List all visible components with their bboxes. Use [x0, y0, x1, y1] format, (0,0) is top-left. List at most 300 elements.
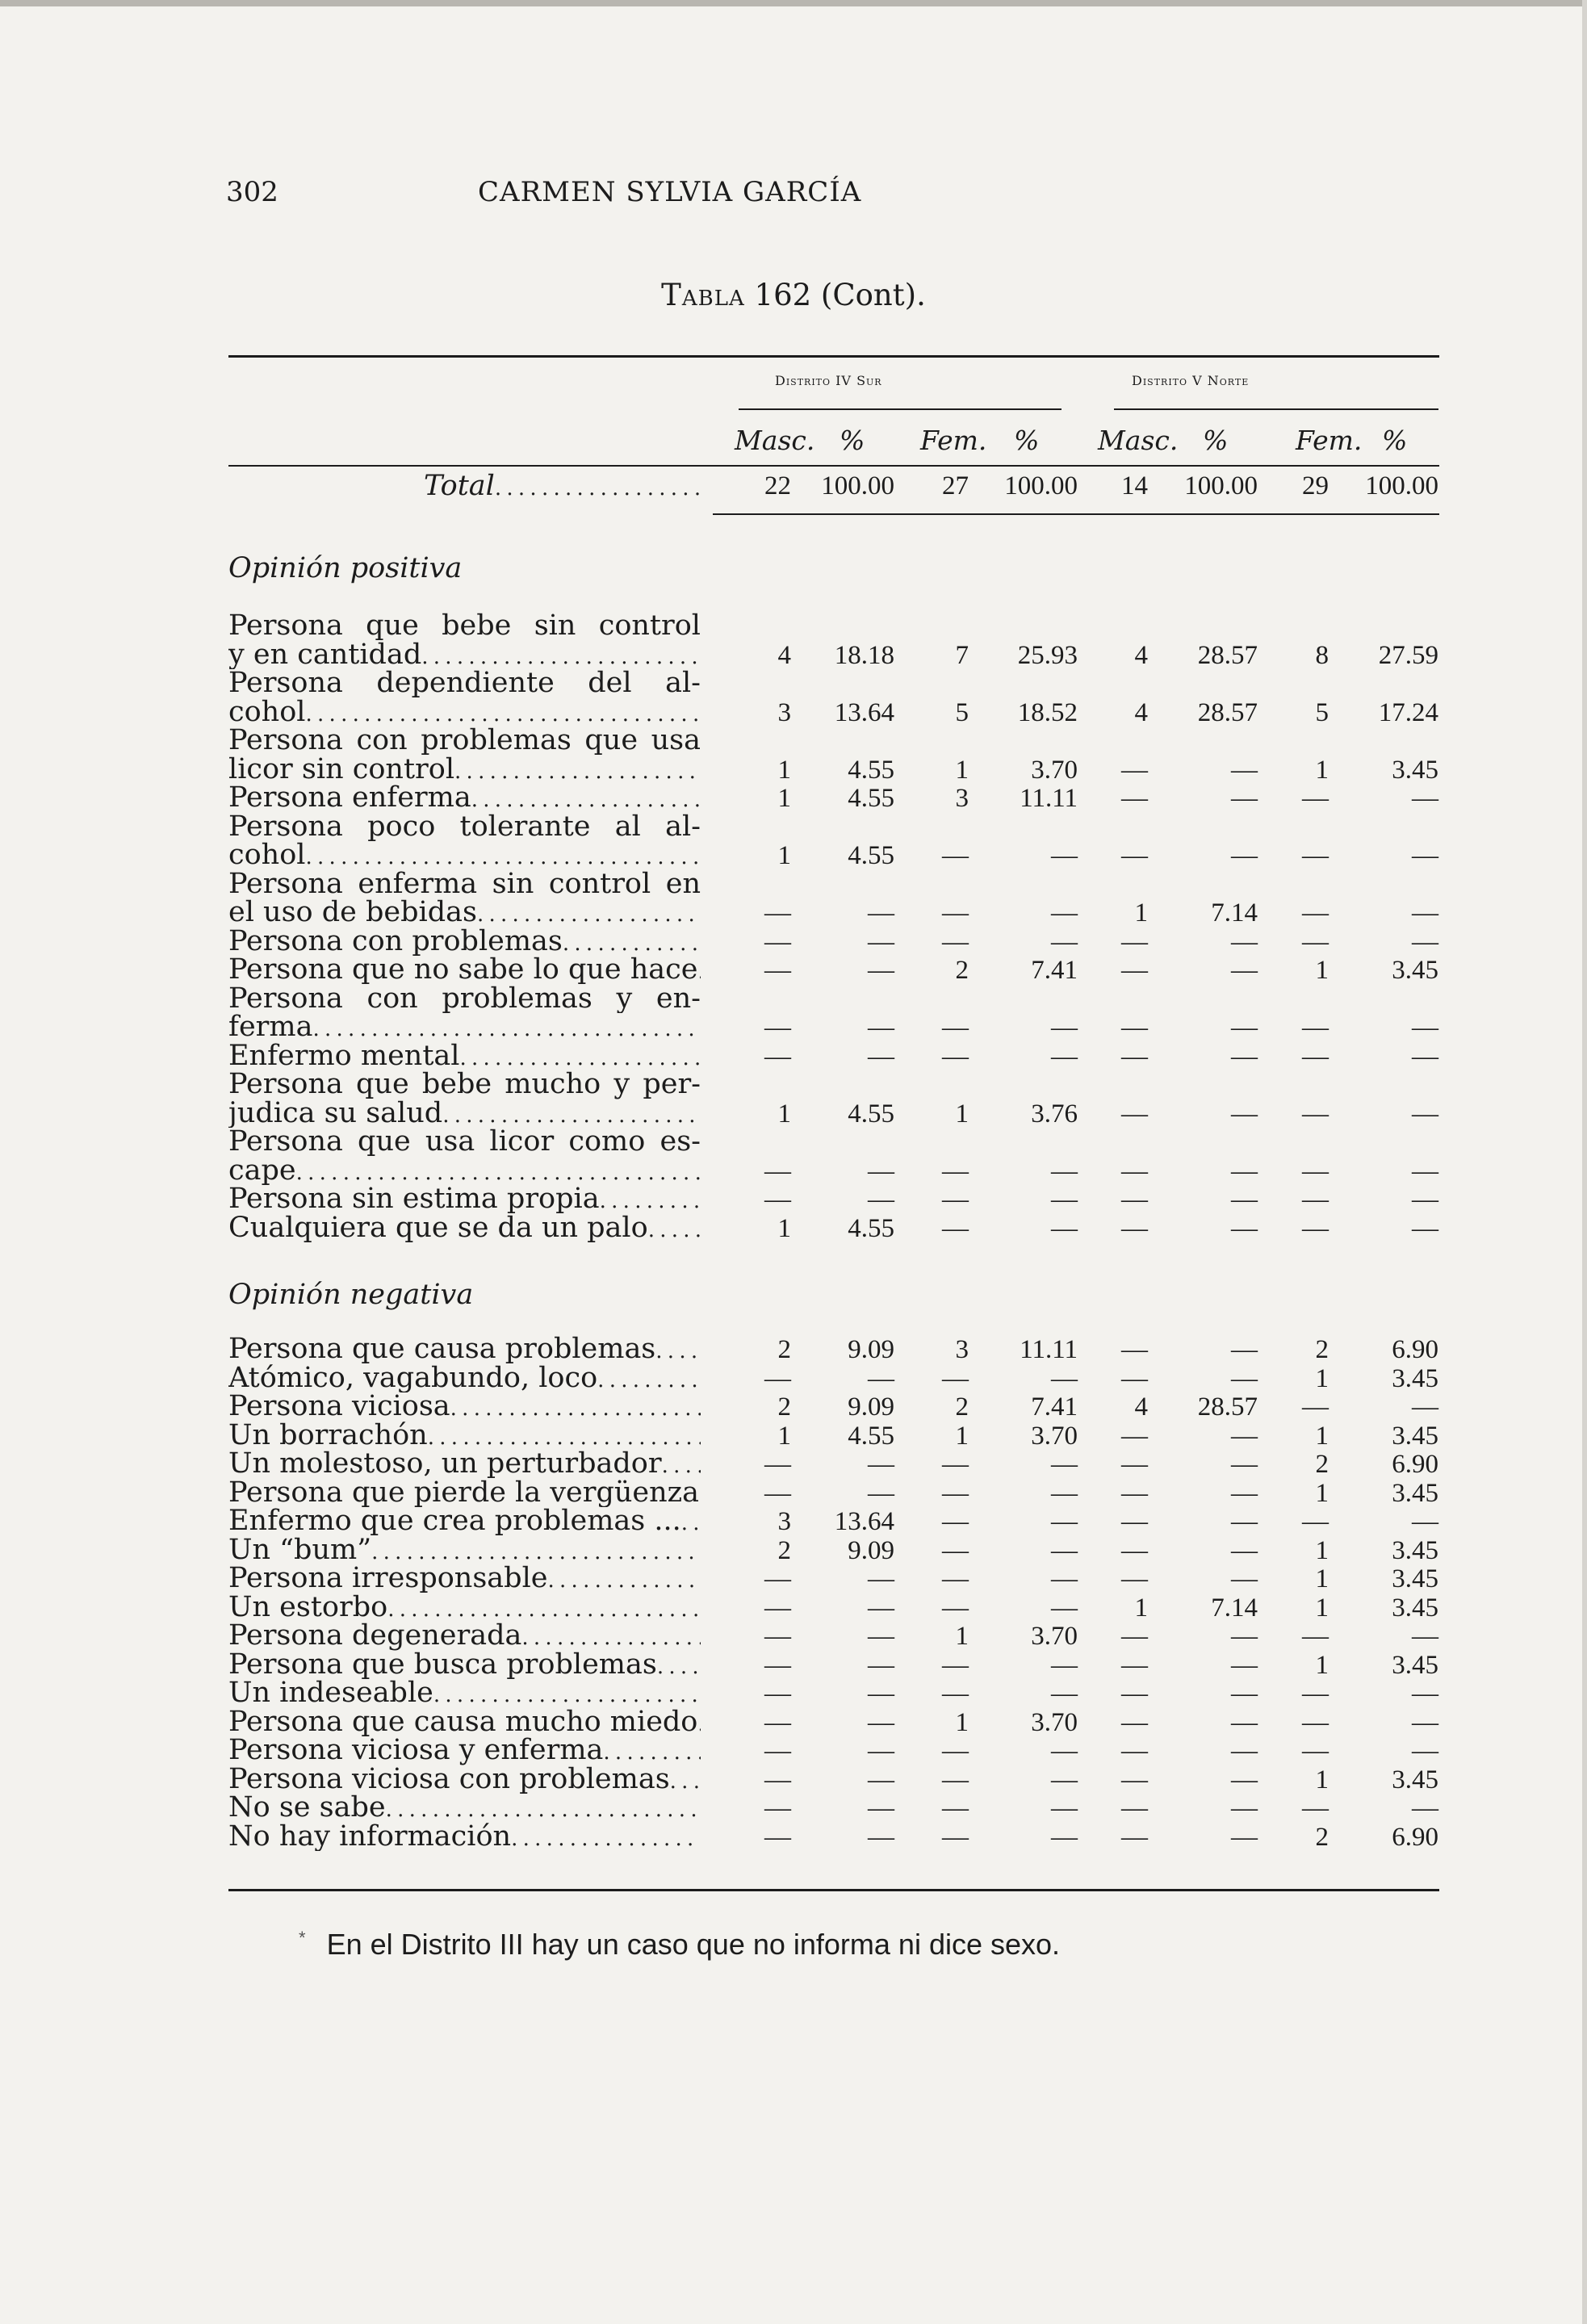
column-header: Masc.: [1098, 425, 1179, 456]
cell: —: [764, 1622, 791, 1651]
cell: —: [764, 927, 791, 957]
cell: —: [1121, 1650, 1148, 1680]
cell: —: [1231, 1564, 1258, 1593]
cell: —: [1121, 1013, 1148, 1042]
cell: —: [868, 1822, 894, 1852]
cell: —: [942, 1822, 969, 1852]
cell: 2: [777, 1335, 791, 1364]
cell: —: [1051, 1363, 1078, 1393]
cell: —: [1121, 1041, 1148, 1071]
cell: —: [868, 1622, 894, 1651]
cell: —: [1302, 1622, 1329, 1651]
cell: —: [1231, 1185, 1258, 1214]
cell: —: [1412, 1622, 1438, 1651]
table-row: [0, 1794, 1587, 1823]
cell: —: [1051, 1156, 1078, 1186]
cell: 1: [1315, 1478, 1329, 1508]
running-head: [0, 176, 1587, 216]
cell: —: [764, 1478, 791, 1508]
cell: 4: [1134, 640, 1148, 670]
cell: —: [1302, 1507, 1329, 1536]
cell: —: [1231, 784, 1258, 813]
cell: —: [1121, 1450, 1148, 1479]
cell: —: [764, 1794, 791, 1823]
cell: —: [868, 1478, 894, 1508]
cell: 3.45: [1392, 1535, 1438, 1565]
table-row: [0, 1736, 1587, 1765]
cell: —: [1412, 1156, 1438, 1186]
cell: —: [868, 1185, 894, 1214]
cell: 1: [777, 1099, 791, 1129]
cell: —: [1302, 1392, 1329, 1422]
cell: —: [942, 1450, 969, 1479]
cell: 100.00: [821, 471, 894, 500]
cell: 22: [764, 471, 791, 500]
cell: —: [942, 1564, 969, 1593]
row-label-text: Persona viciosa con problemas: [228, 1765, 670, 1794]
cell: 1: [1315, 1535, 1329, 1565]
row-label-text: Persona que bebe sin control: [228, 612, 701, 641]
page-top-edge: [0, 0, 1587, 6]
cell: 25.93: [1017, 640, 1078, 670]
cell: —: [1051, 1478, 1078, 1508]
row-label-text: Persona con problemas que usa: [228, 727, 701, 756]
cell: 100.00: [1184, 471, 1258, 500]
cell: 6.90: [1392, 1450, 1438, 1479]
row-label-line: [228, 813, 701, 842]
cell: —: [1121, 927, 1148, 957]
cell: —: [1302, 1013, 1329, 1042]
cell: —: [764, 1363, 791, 1393]
cell: 4: [1134, 697, 1148, 727]
row-label-text: Persona con problemas: [228, 927, 563, 956]
cell: —: [942, 1650, 969, 1680]
cell: —: [1231, 1450, 1258, 1479]
cell: —: [868, 1794, 894, 1823]
cell: —: [1121, 1507, 1148, 1536]
cell: —: [1302, 898, 1329, 928]
table-row: [0, 1593, 1587, 1623]
cell: 1: [1134, 1593, 1148, 1623]
table-row: [0, 1422, 1587, 1451]
cell: —: [868, 1363, 894, 1393]
cell: —: [1121, 1478, 1148, 1508]
cell: —: [1051, 1507, 1078, 1536]
cell: —: [1051, 1650, 1078, 1680]
table-row: [0, 1364, 1587, 1393]
cell: —: [1231, 1707, 1258, 1737]
cell: 3.45: [1392, 1593, 1438, 1623]
cell: —: [868, 1593, 894, 1623]
cell: 1: [955, 755, 969, 785]
cell: —: [1412, 1707, 1438, 1737]
cell: —: [1231, 1363, 1258, 1393]
table-row: [0, 698, 1587, 727]
cell: —: [764, 956, 791, 985]
cell: —: [1051, 1765, 1078, 1794]
section-label-negative: Opinión negativa: [228, 1279, 474, 1311]
row-label-text: Persona irresponsable: [228, 1564, 548, 1593]
section-label-positive: Opinión positiva: [228, 552, 463, 584]
cell: 4: [777, 640, 791, 670]
cell: —: [1412, 1507, 1438, 1536]
column-header: %: [1014, 425, 1040, 456]
cell: 2: [1315, 1822, 1329, 1852]
cell: —: [1231, 841, 1258, 870]
cell: 6.90: [1392, 1822, 1438, 1852]
cell: 5: [1315, 697, 1329, 727]
row-label-text: Persona viciosa: [228, 1392, 450, 1422]
table-row: [0, 1214, 1587, 1243]
cell: 9.09: [848, 1392, 894, 1422]
cell: 3.45: [1392, 755, 1438, 785]
district-iv-rule: [739, 408, 1061, 410]
row-label-line: [228, 1128, 701, 1157]
cell: —: [1121, 1185, 1148, 1214]
cell: 18.52: [1017, 697, 1078, 727]
table-row: [0, 1679, 1587, 1708]
row-label-text: Persona dependiente del al-: [228, 669, 701, 698]
cell: 4.55: [848, 1213, 894, 1243]
row-label-text: y en cantidad: [228, 640, 422, 669]
row-label-line: [228, 1070, 701, 1099]
cell: —: [942, 927, 969, 957]
cell: 3.45: [1392, 1650, 1438, 1680]
row-label-text: Persona viciosa y enferma: [228, 1736, 604, 1765]
cell: —: [942, 1507, 969, 1536]
table-bottom-rule: [228, 1889, 1439, 1891]
cell: 3.45: [1392, 1478, 1438, 1508]
table-title-number: 162 (Cont).: [744, 278, 926, 312]
cell: 1: [777, 1213, 791, 1243]
cell: —: [1302, 1041, 1329, 1071]
cell: —: [1412, 898, 1438, 928]
cell: 1: [1315, 1650, 1329, 1680]
cell: —: [1051, 1822, 1078, 1852]
cell: —: [868, 956, 894, 985]
cell: 1: [1315, 1593, 1329, 1623]
total-label-text: Total: [424, 470, 495, 502]
cell: 1: [777, 755, 791, 785]
cell: 1: [1134, 898, 1148, 928]
table-row: [0, 1708, 1587, 1737]
cell: 7: [955, 640, 969, 670]
cell: —: [764, 1707, 791, 1737]
cell: 3.45: [1392, 956, 1438, 985]
cell: 1: [955, 1421, 969, 1451]
table-row: [0, 1450, 1587, 1479]
cell: 2: [777, 1392, 791, 1422]
cell: —: [1121, 1679, 1148, 1708]
cell: —: [1051, 1535, 1078, 1565]
cell: —: [1231, 1679, 1258, 1708]
cell: 27.59: [1378, 640, 1438, 670]
cell: —: [942, 841, 969, 870]
row-label-text: Persona que busca problemas: [228, 1650, 657, 1679]
cell: —: [1121, 755, 1148, 785]
cell: 8: [1315, 640, 1329, 670]
cell: —: [942, 1478, 969, 1508]
row-label-text: judica su salud: [228, 1099, 443, 1128]
row-label-text: Un estorbo: [228, 1593, 388, 1622]
table-row: [0, 1099, 1587, 1129]
cell: —: [1231, 1421, 1258, 1451]
cell: —: [1051, 1794, 1078, 1823]
cell: 28.57: [1197, 1392, 1258, 1422]
cell: —: [1302, 1736, 1329, 1765]
table-row: [0, 841, 1587, 870]
cell: —: [1302, 1794, 1329, 1823]
cell: —: [942, 1156, 969, 1186]
column-header: Masc.: [735, 425, 815, 456]
cell: —: [1121, 1213, 1148, 1243]
cell: 28.57: [1197, 697, 1258, 727]
cell: 9.09: [848, 1335, 894, 1364]
district-v-rule: [1114, 408, 1438, 410]
cell: 13.64: [834, 697, 894, 727]
row-label-line: [228, 985, 701, 1014]
cell: —: [1412, 1213, 1438, 1243]
cell: 18.18: [834, 640, 894, 670]
row-label-text: Enfermo que crea problemas ...: [228, 1507, 681, 1536]
cell: 28.57: [1197, 640, 1258, 670]
cell: —: [942, 1013, 969, 1042]
cell: —: [764, 1450, 791, 1479]
cell: —: [1231, 1213, 1258, 1243]
cell: 2: [1315, 1335, 1329, 1364]
cell: —: [1412, 1185, 1438, 1214]
row-label-text: Cualquiera que se da un palo: [228, 1213, 648, 1242]
cell: —: [764, 898, 791, 928]
cell: —: [1231, 1765, 1258, 1794]
cell: 4.55: [848, 784, 894, 813]
cell: —: [1121, 956, 1148, 985]
table-row: [0, 1185, 1587, 1214]
cell: —: [1121, 1363, 1148, 1393]
district-iv-heading: Distrito IV Sur: [775, 373, 882, 388]
cell: —: [942, 1794, 969, 1823]
footnote-mark: *: [299, 1928, 306, 1948]
table-row: [0, 956, 1587, 985]
cell: —: [942, 1593, 969, 1623]
cell: —: [1121, 1535, 1148, 1565]
cell: 1: [1315, 1363, 1329, 1393]
cell: —: [942, 1765, 969, 1794]
cell: —: [1231, 1156, 1258, 1186]
cell: —: [1231, 1041, 1258, 1071]
cell: —: [868, 1450, 894, 1479]
cell: —: [764, 1765, 791, 1794]
cell: —: [764, 1593, 791, 1623]
cell: —: [1121, 1335, 1148, 1364]
cell: —: [1121, 1622, 1148, 1651]
cell: —: [1051, 927, 1078, 957]
cell: 1: [1315, 755, 1329, 785]
cell: —: [1302, 1185, 1329, 1214]
cell: —: [1231, 1736, 1258, 1765]
row-label-text: Persona que causa mucho miedo: [228, 1707, 698, 1736]
cell: 4: [1134, 1392, 1148, 1422]
cell: —: [868, 1013, 894, 1042]
table-row: [0, 1013, 1587, 1042]
cell: —: [1302, 927, 1329, 957]
cell: —: [1302, 1707, 1329, 1737]
table-row: [0, 898, 1587, 928]
cell: 11.11: [1020, 784, 1078, 813]
total-values: [0, 471, 1587, 500]
table-row: [0, 1651, 1587, 1680]
cell: 2: [955, 1392, 969, 1422]
row-label-text: Persona que usa licor como es-: [228, 1128, 701, 1157]
cell: —: [868, 1650, 894, 1680]
row-label-text: Un borrachón: [228, 1421, 428, 1450]
cell: —: [1051, 898, 1078, 928]
row-label-line: [228, 612, 701, 641]
cell: —: [1412, 1041, 1438, 1071]
column-header: Fem.: [1296, 425, 1363, 456]
cell: —: [942, 1213, 969, 1243]
column-header: %: [1203, 425, 1229, 456]
cell: —: [1412, 1679, 1438, 1708]
cell: —: [868, 1564, 894, 1593]
cell: 1: [1315, 1564, 1329, 1593]
cell: 3.45: [1392, 1564, 1438, 1593]
table-row: [0, 1042, 1587, 1071]
cell: 1: [1315, 1765, 1329, 1794]
cell: —: [1231, 1822, 1258, 1852]
cell: —: [1302, 841, 1329, 870]
cell: —: [942, 1679, 969, 1708]
cell: —: [764, 1822, 791, 1852]
cell: —: [1412, 1794, 1438, 1823]
cell: —: [942, 1736, 969, 1765]
cell: —: [1412, 927, 1438, 957]
table-row: [0, 756, 1587, 785]
row-label-line: [228, 870, 701, 899]
page-number: 302: [226, 176, 278, 208]
cell: —: [868, 1707, 894, 1737]
cell: —: [764, 1679, 791, 1708]
table-row: [0, 1765, 1587, 1794]
cell: 3.70: [1031, 755, 1078, 785]
row-label-text: Persona sin estima propia: [228, 1185, 600, 1214]
cell: 7.41: [1031, 956, 1078, 985]
row-label-text: Enfermo mental: [228, 1041, 460, 1070]
cell: 3.45: [1392, 1765, 1438, 1794]
table-row: [0, 784, 1587, 813]
cell: —: [868, 1041, 894, 1071]
cell: —: [1121, 1794, 1148, 1823]
cell: 3: [777, 697, 791, 727]
cell: —: [868, 1765, 894, 1794]
cell: —: [868, 898, 894, 928]
cell: —: [1051, 1041, 1078, 1071]
cell: 1: [777, 841, 791, 870]
row-label-text: No se sabe: [228, 1794, 386, 1823]
table-row: [0, 1564, 1587, 1593]
cell: 7.41: [1031, 1392, 1078, 1422]
cell: —: [764, 1185, 791, 1214]
cell: —: [1121, 1765, 1148, 1794]
cell: 7.14: [1211, 1593, 1258, 1623]
cell: 3.45: [1392, 1363, 1438, 1393]
cell: —: [1231, 755, 1258, 785]
table-title: [0, 278, 1587, 312]
cell: —: [1051, 1450, 1078, 1479]
row-label-text: cohol: [228, 841, 306, 870]
cell: —: [764, 1041, 791, 1071]
cell: 29: [1302, 471, 1329, 500]
row-label-text: ferma: [228, 1013, 313, 1042]
cell: 2: [955, 956, 969, 985]
row-label-text: Persona enferma: [228, 784, 471, 813]
cell: —: [764, 1650, 791, 1680]
cell: —: [1231, 1622, 1258, 1651]
cell: —: [1231, 1794, 1258, 1823]
column-header: Fem.: [920, 425, 987, 456]
table-row: [0, 1622, 1587, 1651]
cell: —: [1231, 1099, 1258, 1129]
row-label-text: cohol: [228, 697, 306, 727]
row-label-text: Persona poco tolerante al al-: [228, 812, 701, 841]
cell: 1: [777, 1421, 791, 1451]
cell: —: [1121, 784, 1148, 813]
table-row: [0, 1823, 1587, 1852]
cell: —: [942, 1535, 969, 1565]
row-label-text: Un indeseable: [228, 1679, 433, 1708]
row-label-text: Persona que pierde la vergüenza: [228, 1478, 699, 1507]
cell: —: [1302, 1156, 1329, 1186]
cell: —: [1412, 841, 1438, 870]
cell: —: [1302, 1679, 1329, 1708]
row-label-text: Persona con problemas y en-: [228, 984, 701, 1013]
cell: —: [1231, 1535, 1258, 1565]
cell: 2: [777, 1535, 791, 1565]
cell: —: [1231, 1650, 1258, 1680]
row-label-text: Un “bum”: [228, 1535, 372, 1564]
district-v-heading: Distrito V Norte: [1132, 373, 1250, 388]
header-bottom-rule: [228, 465, 1439, 467]
cell: 17.24: [1378, 697, 1438, 727]
cell: —: [1051, 1679, 1078, 1708]
row-label-text: Persona que causa problemas: [228, 1335, 656, 1364]
cell: —: [942, 1041, 969, 1071]
row-label-text: el uso de bebidas: [228, 898, 477, 928]
cell: —: [1051, 1564, 1078, 1593]
row-label-text: Persona que bebe mucho y per-: [228, 1070, 701, 1099]
cell: —: [1121, 1099, 1148, 1129]
cell: —: [1231, 956, 1258, 985]
cell: —: [764, 1156, 791, 1186]
table-row: [0, 1507, 1587, 1536]
cell: 1: [777, 784, 791, 813]
row-label-text: Persona que no sabe lo que hace: [228, 956, 698, 985]
table-top-rule: [228, 355, 1439, 358]
cell: —: [1231, 1335, 1258, 1364]
column-header: %: [840, 425, 865, 456]
table-title-prefix: Tabla: [661, 278, 745, 312]
cell: —: [868, 1736, 894, 1765]
row-label-text: Un molestoso, un perturbador: [228, 1450, 662, 1479]
cell: 100.00: [1365, 471, 1438, 500]
cell: 3.45: [1392, 1421, 1438, 1451]
table-row: [0, 1335, 1587, 1364]
cell: —: [1412, 1736, 1438, 1765]
cell: 13.64: [834, 1507, 894, 1536]
cell: —: [1121, 1156, 1148, 1186]
row-label-text: cape: [228, 1156, 296, 1185]
cell: —: [1302, 784, 1329, 813]
